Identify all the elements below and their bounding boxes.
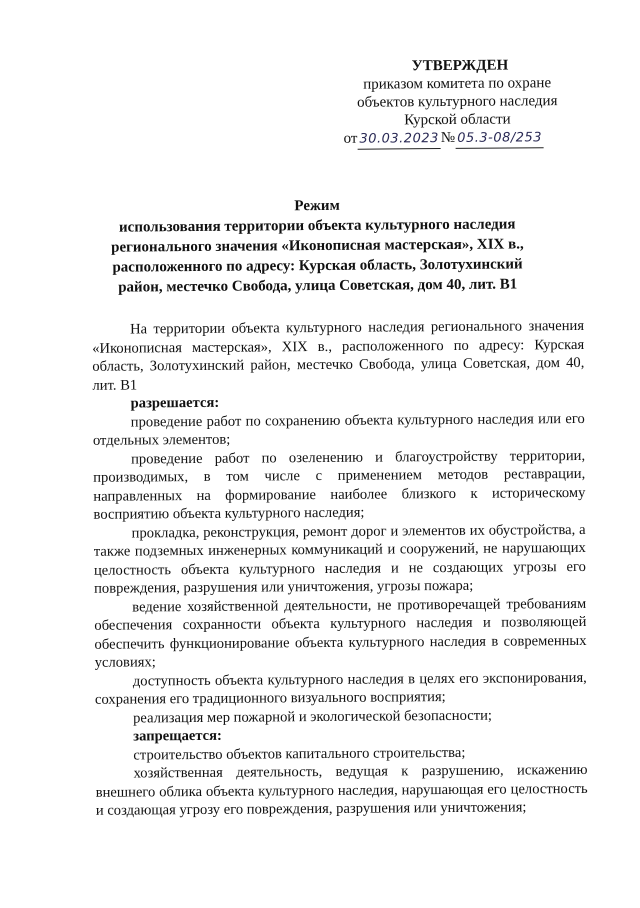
approval-line: приказом комитета по охране — [363, 75, 552, 93]
approval-heading: УТВЕРЖДЕН — [411, 57, 509, 75]
title-text: использования территории объекта культурного наследия регионального значения «Иконописная мастерская», XIX в., расположенного по адресу: Курская область, Золотухинский район, местечко Свобода, улица Советская, дом 40, лит. В1 — [111, 216, 524, 296]
forbidden-item: хозяйственная деятельность, ведущая к разрушению, искажению внешнего облика объекта культурного наследия, нарушающая его целостность и создающая угрозу его повреждения, разрушения или уничтожения; — [95, 761, 588, 819]
from-label: от — [343, 130, 358, 147]
title-word: Режим — [294, 197, 340, 215]
forbidden-item: строительство объектов капитального строительства; — [133, 744, 466, 763]
approval-stamp-block — [327, 56, 588, 150]
allowed-item: проведение работ по озеленению и благоустройству территории, производимых, в том числе с применением методов реставрации, направленных на формирование наиболее близкого к историческому восприятию объекта культурного наследия; — [93, 447, 586, 523]
order-number: 05.3-08/253 — [455, 129, 544, 149]
document-body — [92, 317, 588, 820]
number-label: № — [440, 129, 456, 147]
allowed-item: проведение работ по сохранению объекта культурного наследия или его отдельных элементов; — [92, 410, 585, 449]
order-date: 30.03.2023 — [357, 130, 441, 150]
allowed-item: реализация мер пожарной и экологической безопасности; — [133, 707, 492, 726]
allowed-item: доступность объекта культурного наследия в целях его экспонирования, сохранения его традиционного визуального восприятия; — [94, 669, 587, 708]
document-title — [98, 194, 537, 297]
allowed-item: прокладка, реконструкция, ремонт дорог и элементов их обустройства, а также подземных инженерных коммуникаций и сооружений, не нарушающих целостность объекта культурного наследия и не создающих угрозы его повреждения, разрушения или уничтожения, угрозы пожара; — [93, 521, 586, 597]
allowed-heading: разрешается: — [130, 394, 220, 412]
approval-line: объектов культурного наследия — [357, 93, 558, 111]
intro-paragraph: На территории объекта культурного наследия регионального значения «Иконописная мастерская», XIX в., расположенного по адресу: Курская область, Золотухинский район, местечко Свобода, улица Советская, дом 40, лит. В1 — [92, 317, 585, 394]
approval-line: Курской области — [404, 111, 511, 129]
allowed-item: ведение хозяйственной деятельности, не противоречащей требованиям обеспечения сохранности объекта культурного наследия и позволяющей обеспечить функционирование объекта культурного наследия в современных условиях; — [94, 595, 587, 671]
forbidden-heading: запрещается: — [133, 727, 222, 745]
order-reference — [327, 128, 587, 150]
